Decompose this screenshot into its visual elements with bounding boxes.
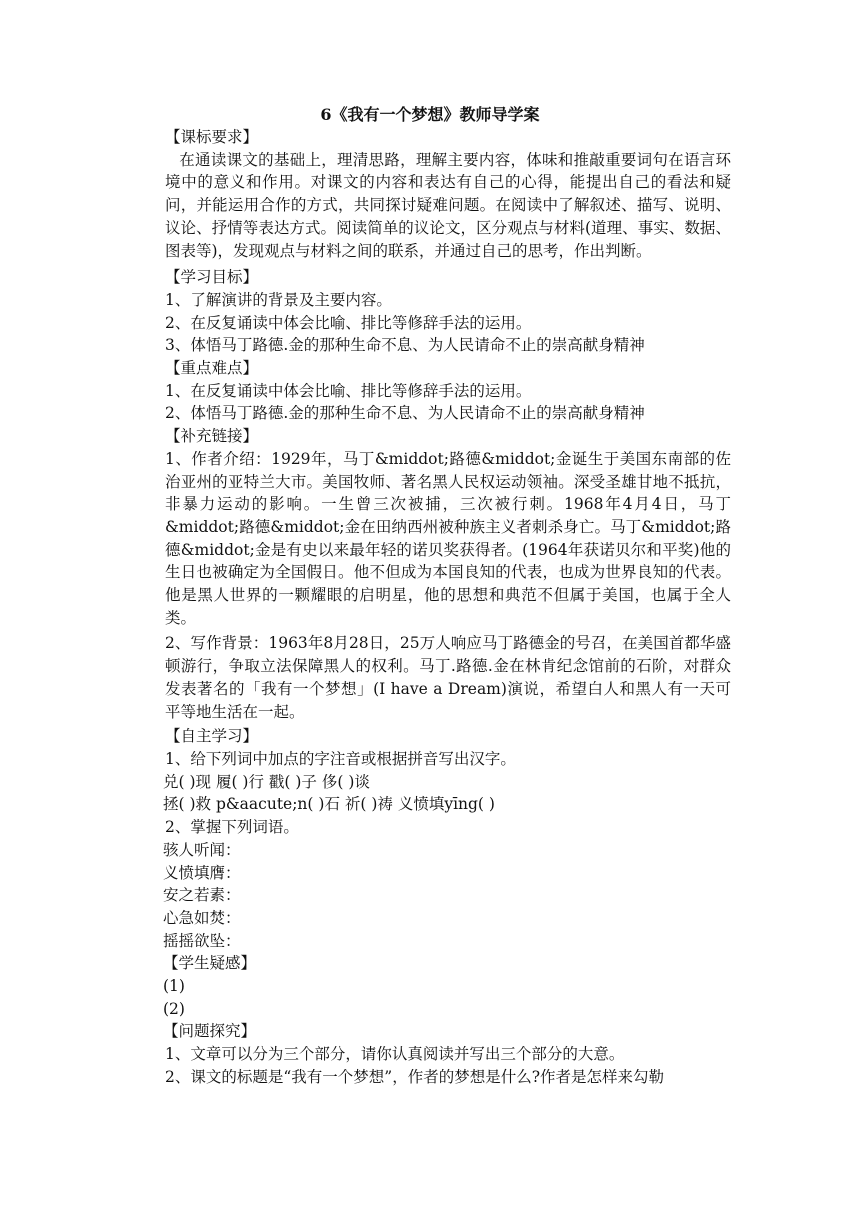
document-title: 6《我有一个梦想》教师导学案 (320, 105, 540, 124)
list-item: 2、体悟马丁路德.金的那种生命不息、为人民请命不止的崇高献身精神 (165, 404, 645, 423)
section-heading-tanjiu: 【问题探究】 (163, 1022, 257, 1041)
list-item: 1、了解演讲的背景及主要内容。 (165, 290, 392, 309)
list-item: 1、在反复诵读中体会比喻、排比等修辞手法的运用。 (165, 381, 532, 400)
vocab-item: 义愤填膺： (163, 863, 241, 882)
pinyin-line-2: 拯( )救 p&aacute;n( )石 祈( )祷 义愤填yīng( ) (163, 795, 495, 814)
question-2: 2、掌握下列词语。 (165, 818, 299, 837)
section-heading-buchong: 【补充链接】 (165, 427, 259, 446)
vocab-item: 心急如焚： (163, 908, 241, 927)
pinyin-line-1: 兑( )现 履( )行 戳( )子 侈( )谈 (163, 772, 370, 791)
list-item: 2、在反复诵读中体会比喻、排比等修辞手法的运用。 (165, 313, 532, 332)
background-text: 2、写作背景：1963年8月28日，25万人响应马丁路德金的号召，在美国首都华盛顿游行，争取立法保障黑人的权利。马丁.路德.金在林肯纪念馆前的石阶，对群众发表著名的「我有一个梦想」(I have a Dream)演说，希望白人和黑人有一天可平等地生活在一起。 (165, 634, 731, 721)
list-item: (2) (163, 999, 185, 1018)
vocab-item: 摇摇欲坠： (163, 931, 241, 950)
question-1: 1、给下列词中加点的字注音或根据拼音写出汉字。 (165, 749, 516, 768)
section-heading-zizhu: 【自主学习】 (165, 727, 259, 746)
document-body (165, 126, 731, 1089)
author-intro-text: 1、作者介绍：1929年，马丁&middot;路德&middot;金诞生于美国东南部的佐治亚州的亚特兰大市。美国牧师、著名黑人民权运动领袖。深受圣雄甘地不抵抗，非暴力运动的影响。一生曾三次被捕，三次被行刺。1968年4月4日，马丁&middot;路德&middot;金在田纳西州被种族主义者刺杀身亡。马丁&middot;路德&middot;金是有史以来最年轻的诺贝奖获得者。(1964年获诺贝尔和平奖)他的生日也被确定为全国假日。他不但成为本国良知的代表，也成为世界良知的代表。他是黑人世界的一颗耀眼的启明星，他的思想和典范不但属于美国，也属于全人类。 (165, 449, 731, 627)
vocab-item: 骇人听闻： (163, 840, 241, 859)
kebiao-text: 在通读课文的基础上，理清思路，理解主要内容，体味和推敲重要词句在语言环境中的意义和作用。对课文的内容和表达有自己的心得，能提出自己的看法和疑问，并能运用合作的方式，共同探讨疑难问题。在阅读中了解叙述、描写、说明、议论、抒情等表达方式。阅读简单的议论文，区分观点与材料(道理、事实、数据、图表等)，发现观点与材料之间的联系，并通过自己的思考，作出判断。 (165, 150, 731, 260)
list-item: 3、体悟马丁路德.金的那种生命不息、为人民请命不止的崇高献身精神 (165, 336, 645, 355)
paragraph-background (165, 632, 731, 723)
paragraph-kebiao (165, 149, 731, 263)
paragraph-author-intro (165, 448, 731, 630)
section-heading-zhongdian: 【重点难点】 (165, 359, 259, 378)
list-item: 1、文章可以分为三个部分，请你认真阅读并写出三个部分的大意。 (165, 1045, 625, 1064)
section-heading-yihuo: 【学生疑感】 (163, 954, 257, 973)
section-heading-mubiao: 【学习目标】 (165, 268, 259, 287)
list-item: 2、课文的标题是“我有一个梦想”，作者的梦想是什么?作者是怎样来勾勒 (165, 1067, 665, 1086)
section-heading-kebiao: 【课标要求】 (165, 128, 259, 146)
vocab-item: 安之若素： (163, 886, 241, 905)
list-item: (1) (163, 977, 185, 996)
